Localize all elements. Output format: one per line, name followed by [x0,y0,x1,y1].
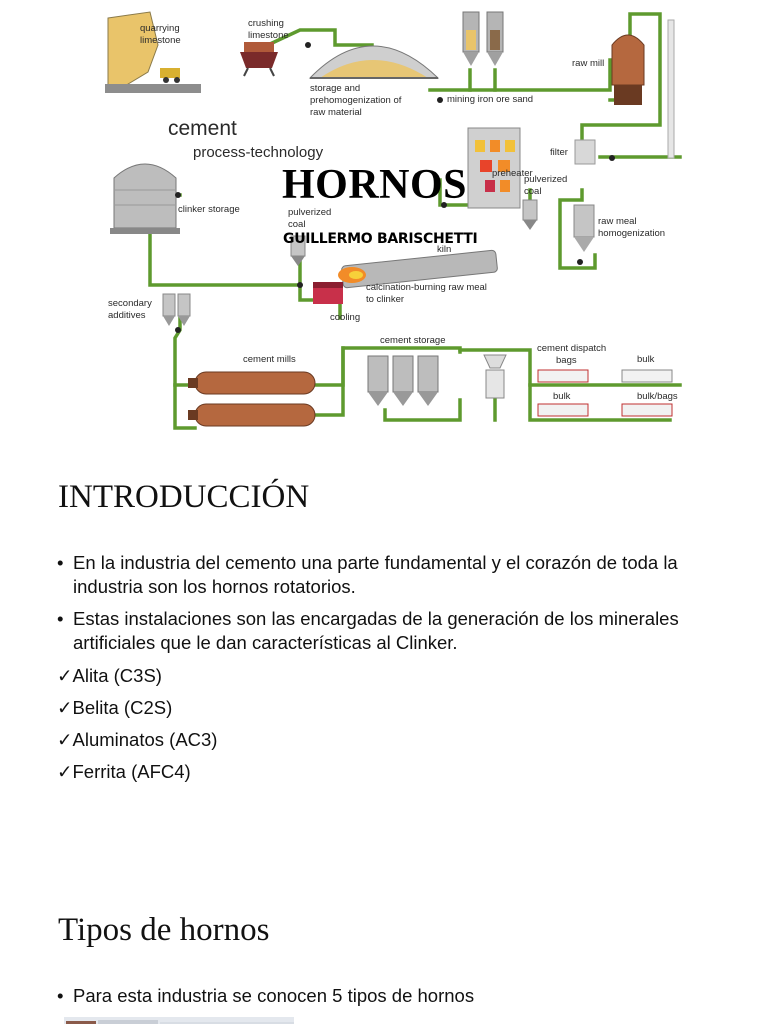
intro-heading: INTRODUCCIÓN [58,479,310,515]
list-item [57,607,697,655]
label-cement-storage: cement storage [380,335,446,346]
label-crushing: crushing limestone [248,18,289,41]
list-item [57,551,697,599]
label-pulverized-coal-right: pulverized coal [524,174,568,197]
clinker-cooler [313,282,343,304]
kiln-photo [64,1017,294,1024]
clinker-storage-silo [110,164,180,234]
label-cement-mills: cement mills [243,354,296,365]
kiln-photo-strip [64,1014,294,1024]
ore-silos [463,12,503,66]
chimney [668,20,674,158]
tipos-bullet-list [57,984,697,1016]
intro-bullet-list [57,551,697,663]
bullet-text: Para esta industria se conocen 5 tipos de hornos [73,985,475,1006]
cover-slide [0,0,768,440]
prehomogenization-dome [310,46,438,78]
tipos-heading: Tipos de hornos [58,912,270,948]
cement-storage-silos [368,356,438,406]
bullet-dot: • [57,608,64,629]
label-bulk-top: bulk [637,354,655,365]
bullet-text: Estas instalaciones son las encargadas de la generación de los minerales artificiales que le dan características al Clinker. [73,608,679,653]
cement-mills [188,372,315,426]
check-item-alita: ✓Alita (C3S) [57,665,162,686]
mineral-check-list [57,664,217,792]
check-item-belita: ✓Belita (C2S) [57,697,173,718]
label-storage-prehomog: storage and prehomogenization of raw material [310,83,402,118]
label-mining: mining iron ore sand [447,94,534,105]
list-item [57,984,697,1008]
label-calcination: calcination-burning raw meal to clinker [366,282,487,305]
label-cooling: cooling [330,312,361,323]
label-quarrying: quarrying limestone [140,23,181,46]
check-item-ferrita: ✓Ferrita (AFC4) [57,761,191,782]
label-pulverized-coal-left: pulverized coal [288,207,332,230]
label-filter: filter [550,147,568,158]
filter-unit [575,140,595,164]
homogenization-silo [574,205,594,252]
label-preheater: preheater [492,168,533,179]
raw-mill-illustration [612,35,644,105]
cover-author: GUILLERMO BARISCHETTI [283,231,478,247]
label-kiln: kiln [437,244,452,255]
label-cement-dispatch: cement dispatch bags [537,343,607,366]
label-cement: cement [168,117,237,140]
label-raw-meal-homog: raw meal homogenization [598,216,666,239]
bullet-dot: • [57,552,64,573]
cement-process-diagram [0,0,768,440]
crusher-illustration [240,42,278,76]
label-bulk-bags: bulk/bags [637,391,678,402]
label-raw-mill: raw mill [572,58,605,69]
label-bulk-bottom: bulk [553,391,571,402]
additive-silos [163,294,190,326]
cover-title: HORNOS [282,162,468,208]
label-clinker-storage: clinker storage [178,204,240,215]
check-item-aluminatos: ✓Aluminatos (AC3) [57,729,218,750]
label-process-tech: process-technology [193,144,324,161]
bullet-text: En la industria del cemento una parte fundamental y el corazón de toda la industria son los hornos rotatorios. [73,552,678,597]
dispatch-silo [484,355,506,398]
bullet-dot: • [57,985,64,1006]
label-secondary-additives: secondary additives [108,298,152,321]
